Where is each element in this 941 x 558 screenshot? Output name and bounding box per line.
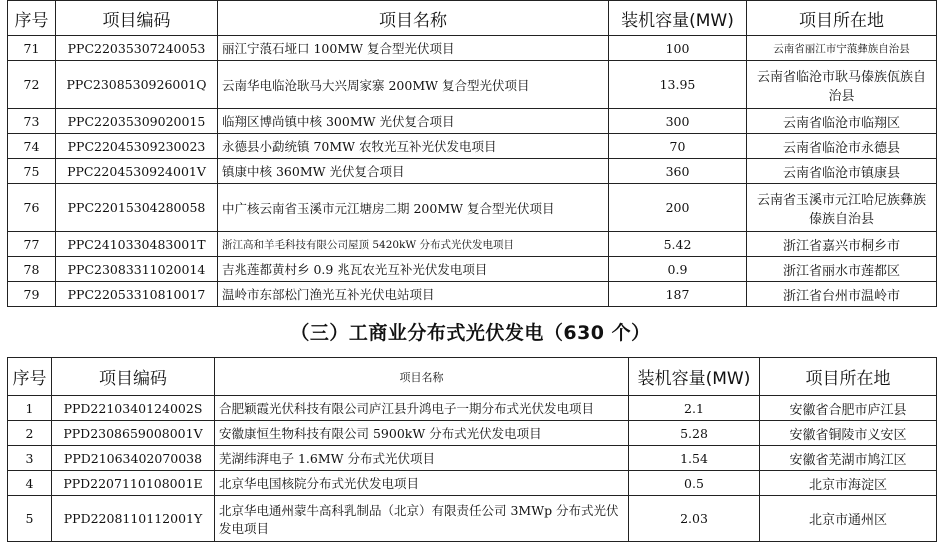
row-capacity: 360 (609, 159, 747, 184)
row-code: PPD2210340124002S (52, 396, 215, 421)
row-serial: 74 (8, 134, 56, 159)
table-row (8, 396, 937, 421)
row-code: PPC22015304280058 (56, 184, 218, 232)
row-location: 云南省临沧市镇康县 (747, 159, 937, 184)
row-name: 北京华电国核院分布式光伏发电项目 (215, 471, 629, 496)
section-title: （三）工商业分布式光伏发电（630 个） (290, 322, 651, 344)
header-code: 项目编码 (56, 1, 218, 36)
header-name: 项目名称 (218, 1, 609, 36)
table-header-row (8, 1, 937, 36)
row-location: 浙江省台州市温岭市 (747, 282, 937, 307)
row-name: 云南华电临沧耿马大兴周家寨 200MW 复合型光伏项目 (218, 61, 609, 109)
row-serial: 79 (8, 282, 56, 307)
row-name: 合肥颖霞光伏科技有限公司庐江县升鸿电子一期分布式光伏发电项目 (215, 396, 629, 421)
row-location: 云南省临沧市永德县 (747, 134, 937, 159)
row-capacity: 100 (609, 36, 747, 61)
row-capacity: 0.5 (629, 471, 760, 496)
row-capacity: 5.28 (629, 421, 760, 446)
row-name: 临翔区博尚镇中核 300MW 光伏复合项目 (218, 109, 609, 134)
header-serial: 序号 (8, 1, 56, 36)
header-capacity: 装机容量(MW) (629, 358, 760, 396)
row-name: 丽江宁蒗石垭口 100MW 复合型光伏项目 (218, 36, 609, 61)
table-row (8, 471, 937, 496)
row-code: PPD2308659008001V (52, 421, 215, 446)
row-location: 北京市通州区 (760, 496, 937, 542)
row-location: 浙江省嘉兴市桐乡市 (747, 232, 937, 257)
row-location: 云南省临沧市临翔区 (747, 109, 937, 134)
row-name: 中广核云南省玉溪市元江塘房二期 200MW 复合型光伏项目 (218, 184, 609, 232)
table-row (8, 184, 937, 232)
row-code: PPC2308530926001Q (56, 61, 218, 109)
row-code: PPC2204530924001V (56, 159, 218, 184)
projects-table-continued (7, 0, 937, 307)
row-name: 永德县小勐统镇 70MW 农牧光互补光伏发电项目 (218, 134, 609, 159)
table-header-row (8, 358, 937, 396)
row-name: 吉兆莲都黄村乡 0.9 兆瓦农光互补光伏发电项目 (218, 257, 609, 282)
row-serial: 72 (8, 61, 56, 109)
row-serial: 4 (8, 471, 52, 496)
table-row (8, 496, 937, 542)
header-code: 项目编码 (52, 358, 215, 396)
row-name: 安徽康恒生物科技有限公司 5900kW 分布式光伏发电项目 (215, 421, 629, 446)
row-location: 北京市海淀区 (760, 471, 937, 496)
row-location: 云南省丽江市宁蒗彝族自治县 (747, 36, 937, 61)
row-serial: 71 (8, 36, 56, 61)
row-capacity: 1.54 (629, 446, 760, 471)
row-code: PPD2207110108001E (52, 471, 215, 496)
row-location: 浙江省丽水市莲都区 (747, 257, 937, 282)
row-serial: 2 (8, 421, 52, 446)
row-capacity: 13.95 (609, 61, 747, 109)
table-row (8, 134, 937, 159)
table-row (8, 36, 937, 61)
row-name: 镇康中核 360MW 光伏复合项目 (218, 159, 609, 184)
table-row (8, 282, 937, 307)
row-serial: 77 (8, 232, 56, 257)
row-serial: 78 (8, 257, 56, 282)
row-capacity: 5.42 (609, 232, 747, 257)
row-capacity: 187 (609, 282, 747, 307)
row-code: PPD2208110112001Y (52, 496, 215, 542)
row-location: 云南省玉溪市元江哈尼族彝族傣族自治县 (747, 184, 937, 232)
row-capacity: 70 (609, 134, 747, 159)
table-row (8, 61, 937, 109)
table-row (8, 232, 937, 257)
row-capacity: 0.9 (609, 257, 747, 282)
header-serial: 序号 (8, 358, 52, 396)
table-row (8, 446, 937, 471)
commercial-distributed-pv-table (7, 357, 937, 542)
row-code: PPC22053310810017 (56, 282, 218, 307)
row-capacity: 300 (609, 109, 747, 134)
row-serial: 1 (8, 396, 52, 421)
header-capacity: 装机容量(MW) (609, 1, 747, 36)
row-code: PPC22035309020015 (56, 109, 218, 134)
row-capacity: 2.1 (629, 396, 760, 421)
row-name: 北京华电通州蒙牛高科乳制品（北京）有限责任公司 3MWp 分布式光伏发电项目 (215, 496, 629, 542)
row-location: 云南省临沧市耿马傣族佤族自治县 (747, 61, 937, 109)
row-serial: 75 (8, 159, 56, 184)
row-name: 芜湖纬湃电子 1.6MW 分布式光伏项目 (215, 446, 629, 471)
row-name: 浙江高和羊毛科技有限公司屋顶 5420kW 分布式光伏发电项目 (218, 232, 609, 257)
row-code: PPC22035307240053 (56, 36, 218, 61)
row-code: PPC22045309230023 (56, 134, 218, 159)
row-serial: 76 (8, 184, 56, 232)
row-location: 安徽省合肥市庐江县 (760, 396, 937, 421)
row-code: PPC23083311020014 (56, 257, 218, 282)
row-location: 安徽省芜湖市鸠江区 (760, 446, 937, 471)
header-location: 项目所在地 (747, 1, 937, 36)
row-capacity: 200 (609, 184, 747, 232)
table-row (8, 159, 937, 184)
header-name: 项目名称 (215, 358, 629, 396)
row-name: 温岭市东部松门渔光互补光伏电站项目 (218, 282, 609, 307)
row-code: PPD21063402070038 (52, 446, 215, 471)
row-serial: 3 (8, 446, 52, 471)
row-location: 安徽省铜陵市义安区 (760, 421, 937, 446)
row-serial: 5 (8, 496, 52, 542)
row-capacity: 2.03 (629, 496, 760, 542)
row-code: PPC2410330483001T (56, 232, 218, 257)
row-serial: 73 (8, 109, 56, 134)
table-row (8, 421, 937, 446)
table-row (8, 257, 937, 282)
table-row (8, 109, 937, 134)
header-location: 项目所在地 (760, 358, 937, 396)
